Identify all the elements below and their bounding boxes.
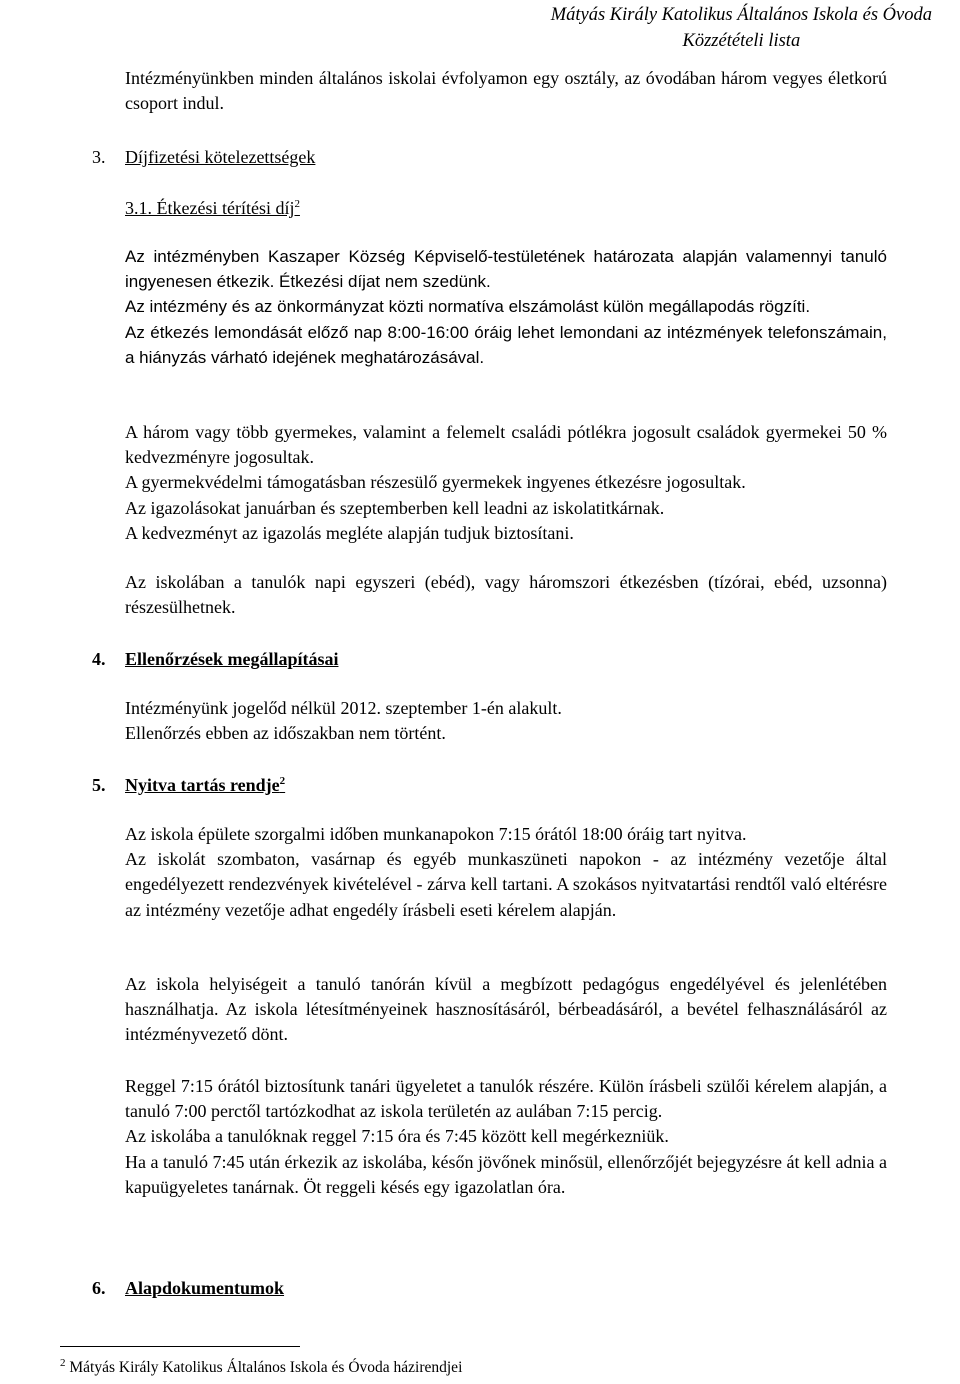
- footnote-separator: [60, 1346, 300, 1347]
- section-5-footnote-ref: 2: [279, 775, 286, 787]
- section-5-number: 5.: [92, 775, 106, 795]
- opening-hours-line: Az iskolát szombaton, vasárnap és egyéb munkaszüneti napokon - az intézmény vezetője által engedélyezett rendezvények kivételével - zárva kell tartani. A szokásos nyitvatartási rendtől való eltérésre az intézmény vezetője adhat engedély írásbeli eseti kérelem alapján.: [125, 849, 887, 920]
- meal-fee-line: Az étkezés lemondását előző nap 8:00-16:00 óráig lehet lemondani az intézmények telefonszámain, a hiányzás várható idejének meghatározásával.: [125, 322, 887, 367]
- opening-hours-paragraph: [125, 822, 887, 923]
- page-header: [551, 2, 932, 54]
- discount-line: A kedvezményt az igazolás megléte alapján tudjuk biztosítani.: [125, 522, 574, 543]
- footnote-mark: 2: [60, 1356, 66, 1369]
- section-5-heading: [125, 772, 285, 798]
- meals-paragraph: Az iskolában a tanulók napi egyszeri (ebéd), vagy háromszori étkezésben (tízórai, ebéd, uzsonna) részesülhetnek.: [125, 572, 887, 618]
- discount-line: Az igazolásokat januárban és szeptemberben kell leadni az iskolatitkárnak.: [125, 497, 665, 518]
- section-3-title: Díjfizetési kötelezettségek: [125, 147, 316, 167]
- section-6-title: Alapdokumentumok: [125, 1278, 285, 1298]
- section-3-1-title: 3.1. Étkezési térítési díj: [125, 198, 295, 218]
- meal-fee-paragraph: [125, 244, 887, 370]
- meal-fee-line: Az intézményben Kaszaper Község Képviselő-testületének határozata alapján valamennyi tanuló ingyenesen étkezik. Étkezési díjat nem szedünk.: [125, 247, 887, 292]
- footnote-text: Mátyás Király Katolikus Általános Iskola és Óvoda házirendjei: [69, 1359, 463, 1376]
- meal-fee-line: Az intézmény és az önkormányzat közti normatíva elszámolást külön megállapodás rögzíti.: [125, 297, 811, 317]
- discount-line: A három vagy több gyermekes, valamint a felemelt családi pótlékra jogosult családok gyermekei 50 % kedvezményre jogosultak.: [125, 422, 887, 468]
- header-document-title: Közzétételi lista: [682, 31, 801, 51]
- morning-duty-line: Ha a tanuló 7:45 után érkezik az iskolába, későn jövőnek minősül, ellenőrzőjét bejegyzésre át kell adnia a kapuügyeletes tanárnak. Öt reggeli késés egy igazolatlan óra.: [125, 1151, 887, 1197]
- section-6-number: 6.: [92, 1278, 106, 1298]
- inspection-line: Ellenőrzés ebben az időszakban nem történt.: [125, 723, 446, 744]
- section-4-number: 4.: [92, 649, 106, 669]
- section-3-number: 3.: [92, 147, 106, 167]
- section-3-1-footnote-ref: 2: [294, 198, 300, 210]
- discount-line: A gyermekvédelmi támogatásban részesülő gyermekek ingyenes étkezésre jogosultak.: [125, 472, 746, 493]
- inspection-line: Intézményünk jogelőd nélkül 2012. szeptember 1-én alakult.: [125, 698, 562, 718]
- discount-paragraph: [125, 420, 887, 546]
- rooms-usage-paragraph: Az iskola helyiségeit a tanuló tanórán kívül a megbízott pedagógus engedélyével és jelenlétében használhatja. Az iskola létesítményeinek hasznosításáról, bérbeadásáról, a bevétel felhasználásáról az intézményvezető dönt.: [125, 974, 887, 1045]
- header-school-name: Mátyás Király Katolikus Általános Iskola és Óvoda: [550, 5, 932, 25]
- footnote: [60, 1358, 462, 1378]
- morning-duty-line: Reggel 7:15 órától biztosítunk tanári ügyeletet a tanulók részére. Külön írásbeli szülői kérelem alapján, a tanuló 7:00 perctől tartózkodhat az iskola területén az aulában 7:15 percig.: [125, 1076, 887, 1122]
- morning-duty-paragraph: [125, 1074, 887, 1200]
- section-3-1-heading: [125, 195, 300, 221]
- inspection-paragraph: [125, 696, 887, 746]
- morning-duty-line: Az iskolába a tanulóknak reggel 7:15 óra és 7:45 között kell megérkezniük.: [125, 1126, 669, 1147]
- section-5-title: Nyitva tartás rendje: [125, 775, 280, 795]
- intro-paragraph: Intézményünkben minden általános iskolai évfolyamon egy osztály, az óvodában három vegyes életkorú csoport indul.: [125, 68, 887, 114]
- opening-hours-line: Az iskola épülete szorgalmi időben munkanapokon 7:15 órától 18:00 óráig tart nyitva.: [125, 824, 747, 844]
- section-4-title: Ellenőrzések megállapításai: [125, 649, 339, 669]
